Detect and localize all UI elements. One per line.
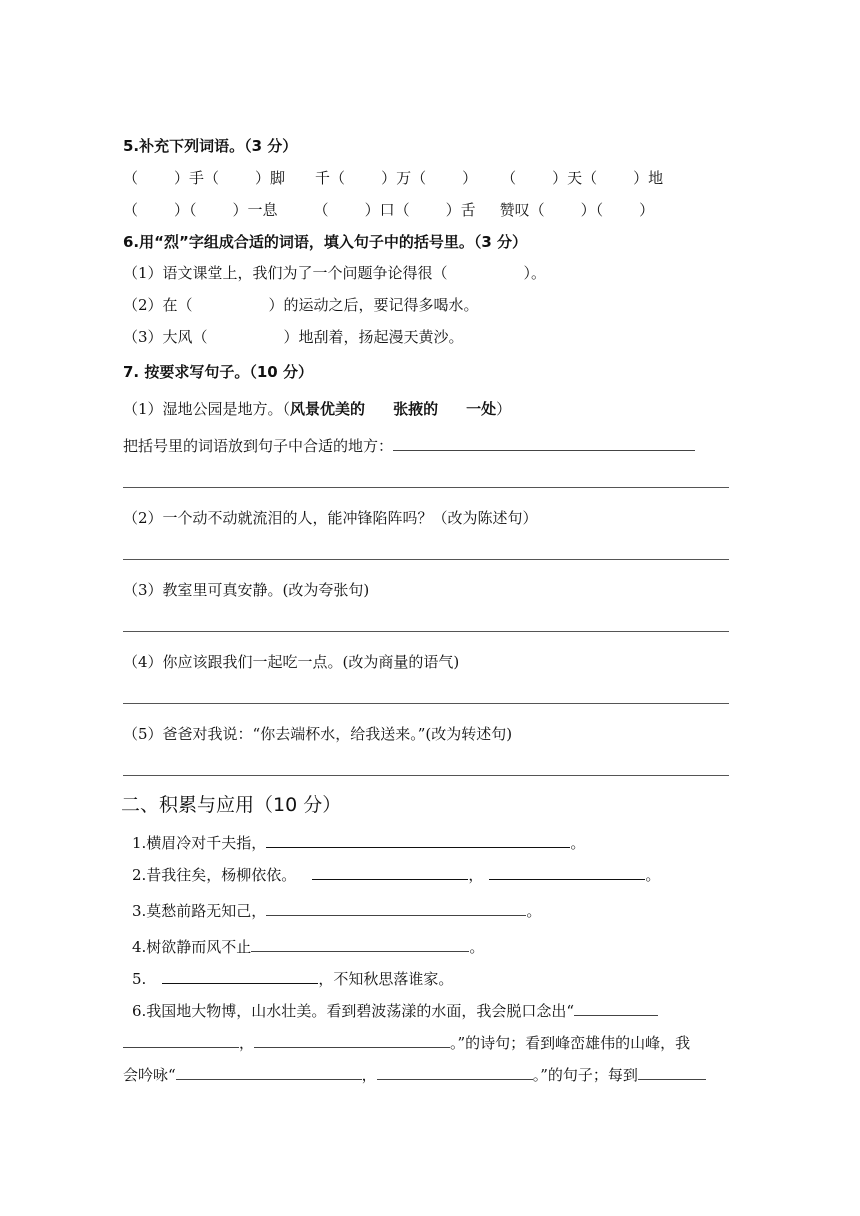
q5-row2-seg2-post: ）一息 <box>232 201 278 219</box>
q7-title: 7. 按要求写句子。（10 分） <box>123 363 313 381</box>
s2-line3-end: 。 <box>526 902 542 920</box>
s2-line5 <box>132 968 453 989</box>
s2-line6a <box>132 1000 658 1021</box>
q6-title: 6.用“烈”字组成合适的词语，填入句子中的括号里。（3 分） <box>123 233 528 251</box>
answer-line[interactable] <box>123 775 729 776</box>
q5-row2-seg4-post: ）舌 <box>445 201 476 219</box>
s2-line2-mid: ， <box>468 866 484 884</box>
q7-item1-close: ） <box>496 400 512 418</box>
answer-blank[interactable] <box>162 969 318 984</box>
q5-row2-seg5-pre: 赞叹（ <box>499 201 545 219</box>
q7-item3: （3）教室里可真安静。(改为夸张句) <box>123 581 370 599</box>
answer-line[interactable] <box>123 487 729 488</box>
q5-row1-seg1-post: ）手（ <box>174 169 220 187</box>
q6-item3-a: （3）大风（ <box>123 328 208 346</box>
s2-line6a-text: 6.我国地大物博，山水壮美。看到碧波荡漾的水面，我会脱口念出“ <box>132 1002 574 1020</box>
q5-row1-seg4-post: ） <box>462 169 478 187</box>
q6-item2-b: ）的运动之后，要记得多喝水。 <box>268 296 479 314</box>
q6-item1 <box>123 262 546 283</box>
s2-line1-end: 。 <box>570 834 586 852</box>
s2-line2-text: 2.昔我往矣，杨柳依依。 <box>132 866 297 884</box>
s2-line6b-comma: ， <box>239 1034 255 1052</box>
answer-line[interactable] <box>123 631 729 632</box>
q5-row2-seg3-pre: （ <box>313 201 329 219</box>
q5-row1-seg5-post: ）天（ <box>552 169 598 187</box>
section2-title: 二、积累与应用（10 分） <box>121 794 342 816</box>
q5-row1-seg2-post: ）脚 <box>255 169 286 187</box>
answer-blank[interactable] <box>489 865 645 880</box>
q6-item3-b: ）地刮着，扬起漫天黄沙。 <box>283 328 464 346</box>
answer-blank[interactable] <box>266 833 570 848</box>
answer-line[interactable] <box>123 703 729 704</box>
s2-line6b <box>123 1032 690 1053</box>
answer-blank[interactable] <box>638 1065 706 1080</box>
q5-row1-seg1-pre: （ <box>123 169 139 187</box>
answer-line[interactable] <box>123 559 729 560</box>
answer-blank[interactable] <box>312 865 468 880</box>
q7-item1-instruction-line <box>123 435 695 456</box>
s2-line2-end: 。 <box>645 866 661 884</box>
answer-blank[interactable] <box>393 436 695 451</box>
q5-row2-seg1-post: ）（ <box>174 201 197 219</box>
s2-line2 <box>132 864 660 885</box>
s2-line6c-end: 。”的句子；每到 <box>532 1066 638 1084</box>
q5-row1-seg5-pre: （ <box>501 169 517 187</box>
q5-row1-seg3-pre: 千（ <box>315 169 346 187</box>
s2-line6b-end: 。”的诗句；看到峰峦雄伟的山峰，我 <box>450 1034 691 1052</box>
s2-line5-end: ，不知秋思落谁家。 <box>318 970 454 988</box>
q7-item1-word2: 张掖的 <box>393 400 439 418</box>
s2-line4-end: 。 <box>469 938 485 956</box>
q5-row1 <box>123 167 663 188</box>
q5-row2-seg3-post: ）口（ <box>364 201 410 219</box>
q7-item1-word3: 一处 <box>466 400 497 418</box>
s2-line1-text: 1.横眉冷对千夫指， <box>132 834 267 852</box>
q7-item1 <box>123 398 511 419</box>
s2-line4-text: 4.树欲静而风不止 <box>132 938 252 956</box>
s2-line6c <box>123 1064 706 1085</box>
s2-line1 <box>132 832 585 853</box>
q7-item1-word1: 风景优美的 <box>290 400 366 418</box>
q5-row2-seg1-pre: （ <box>123 201 139 219</box>
s2-line3-text: 3.莫愁前路无知己， <box>132 902 267 920</box>
s2-line3 <box>132 900 541 921</box>
q6-item2-a: （2）在（ <box>123 296 193 314</box>
q5-row2 <box>123 199 654 220</box>
answer-blank[interactable] <box>123 1033 239 1048</box>
q6-item1-b: ）。 <box>523 264 547 282</box>
s2-line5-num: 5. <box>132 970 147 988</box>
q7-item2: （2）一个动不动就流泪的人，能冲锋陷阵吗？（改为陈述句） <box>123 509 538 527</box>
q5-row1-seg3-post: ）万（ <box>381 169 427 187</box>
answer-blank[interactable] <box>574 1001 658 1016</box>
q7-item1-text: （1）湿地公园是地方。（ <box>123 400 291 418</box>
s2-line4 <box>132 936 484 957</box>
q7-item1-instruction: 把括号里的词语放到句子中合适的地方： <box>123 437 394 455</box>
answer-blank[interactable] <box>266 901 526 916</box>
answer-blank[interactable] <box>176 1065 362 1080</box>
q5-row1-seg6-post: ）地 <box>633 169 664 187</box>
q5-title: 5.补充下列词语。（3 分） <box>123 137 298 155</box>
q5-row2-seg6-post: ） <box>639 201 655 219</box>
q6-item2 <box>123 294 479 315</box>
s2-line6c-text: 会吟咏“ <box>123 1066 176 1084</box>
q6-item3 <box>123 326 464 347</box>
s2-line6c-comma: ， <box>361 1066 377 1084</box>
answer-blank[interactable] <box>377 1065 533 1080</box>
q7-item4: （4）你应该跟我们一起吃一点。(改为商量的语气) <box>123 653 460 671</box>
q5-row2-seg5-post: ）（ <box>580 201 604 219</box>
answer-blank[interactable] <box>254 1033 450 1048</box>
q6-item1-a: （1）语文课堂上，我们为了一个问题争论得很（ <box>123 264 448 282</box>
answer-blank[interactable] <box>251 937 469 952</box>
q7-item5: （5）爸爸对我说：“你去端杯水，给我送来。”(改为转述句) <box>123 725 513 743</box>
